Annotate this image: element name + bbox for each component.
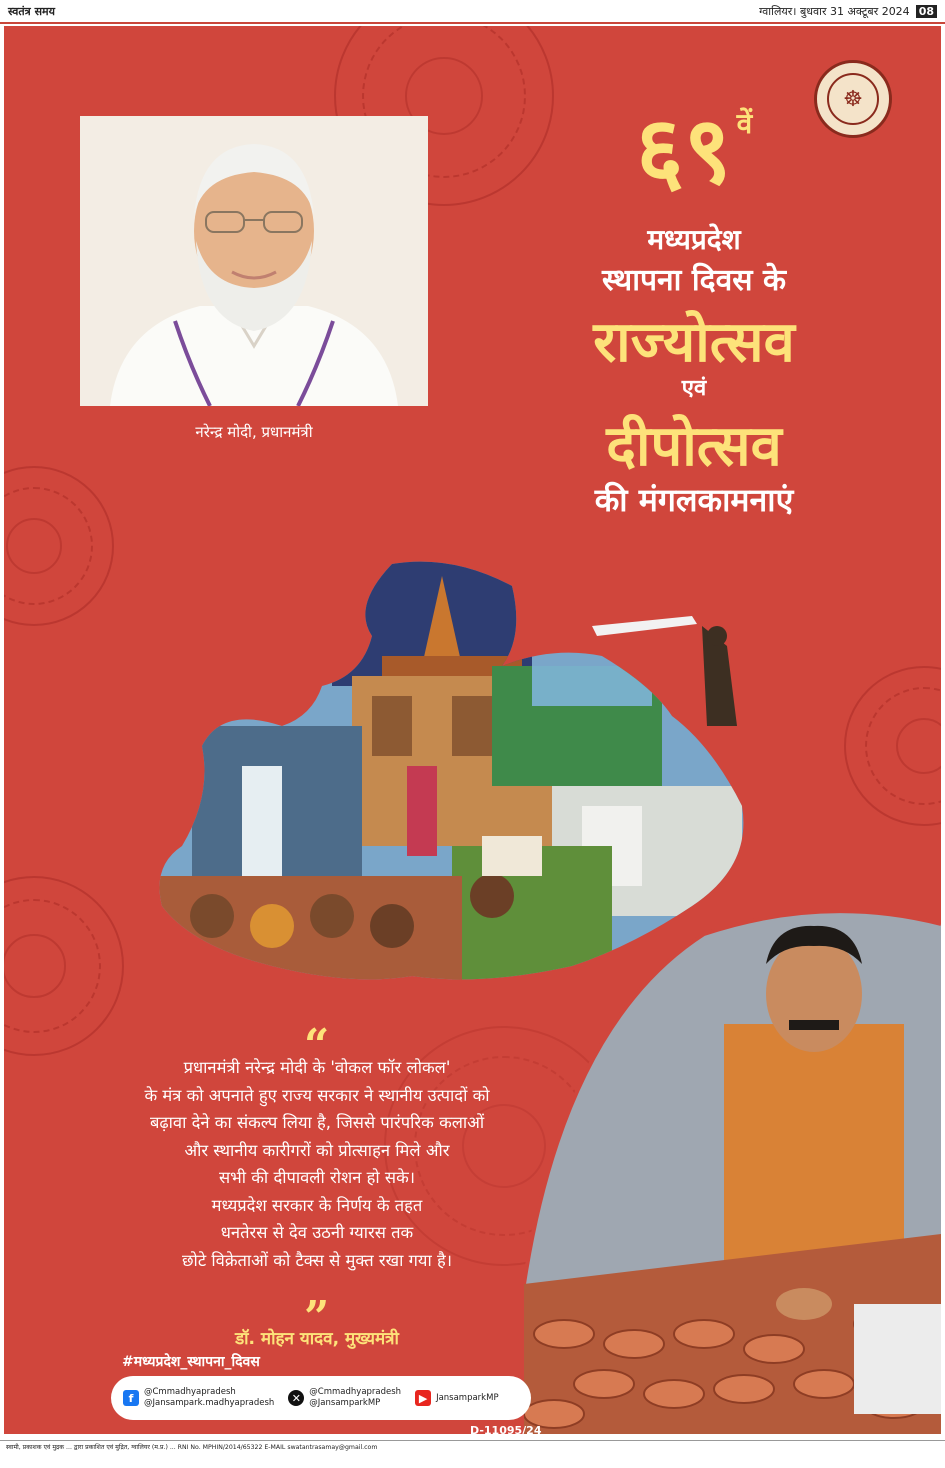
- quote-open-mark: “: [304, 1020, 330, 1071]
- x-handles: [309, 1387, 401, 1409]
- quote-line: धनतेरस से देव उठनी ग्यारस तक: [220, 1223, 414, 1242]
- pm-portrait-illustration: [80, 116, 428, 406]
- headline-line1: मध्यप्रदेश: [647, 223, 741, 256]
- facebook-icon: f: [123, 1390, 139, 1406]
- ad-code: D-11095/24: [470, 1424, 542, 1434]
- x-handle[interactable]: @JansamparkMP: [309, 1398, 381, 1408]
- x-handle[interactable]: @Cmmadhyapradesh: [309, 1387, 402, 1397]
- quote-line: मध्यप्रदेश सरकार के निर्णय के तहत: [211, 1195, 423, 1215]
- anniversary-number-suffix: वें: [736, 107, 753, 140]
- cm-photo-illustration: [524, 904, 941, 1434]
- facebook-handle[interactable]: @Cmmadhyapradesh: [144, 1387, 236, 1397]
- youtube-icon: ▶: [415, 1390, 431, 1406]
- anniversary-number-value: ६९: [635, 96, 732, 204]
- headline-wishes: की मंगलकामनाएं: [594, 481, 794, 519]
- emblem-lion-capital-icon: ☸: [827, 73, 879, 125]
- facebook-handles: [144, 1387, 274, 1409]
- mandala-decoration: [4, 466, 114, 626]
- facebook-group: [123, 1387, 274, 1409]
- headline-rajyotsav: राज्योत्सव: [593, 310, 795, 375]
- quote-line: प्रधानमंत्री नरेन्द्र मोदी के 'वोकल फॉर लोकल': [183, 1058, 451, 1077]
- quote-close-mark: ”: [304, 1292, 330, 1343]
- quote-line: छोटे विक्रेताओं को टैक्स से मुक्त रखा गया है।: [181, 1250, 453, 1270]
- print-line-footer: स्वामी, प्रकाशक एवं मुद्रक ... द्वारा प्रकाशित एवं मुद्रित, ग्वालियर (म.प्र.) ... RNI No. MPHIN/2014/65322 E-MAIL swatantrasamay@gmail.com: [0, 1440, 945, 1468]
- page-number: 08: [916, 5, 937, 18]
- masthead-bar: [0, 0, 945, 24]
- x-group: [288, 1387, 401, 1409]
- pm-caption: नरेन्द्र मोदी, प्रधानमंत्री: [195, 423, 313, 441]
- dateline: ग्वालियर। बुधवार 31 अक्टूबर 2024: [759, 4, 910, 18]
- advertisement: [4, 26, 941, 1434]
- mandala-decoration: [844, 666, 941, 826]
- cm-quote: [92, 1054, 542, 1274]
- dateline-group: [759, 4, 937, 19]
- youtube-handle[interactable]: JansamparkMP: [436, 1393, 499, 1403]
- quote-line: और स्थानीय कारीगरों को प्रोत्साहन मिले और: [184, 1140, 450, 1160]
- youtube-group: [415, 1390, 499, 1406]
- pm-portrait-photo: [80, 116, 428, 406]
- mandala-decoration: [4, 876, 124, 1056]
- headline-deepotsav: दीपोत्सव: [606, 414, 782, 479]
- paper-name: स्वतंत्र समय: [8, 4, 55, 18]
- social-handles-bar: [111, 1376, 531, 1420]
- quote-author: डॉ. मोहन यादव, मुख्यमंत्री: [235, 1329, 399, 1349]
- x-twitter-icon: ✕: [288, 1390, 304, 1406]
- hashtag: #मध्यप्रदेश_स्थापना_दिवस: [122, 1354, 260, 1370]
- headline-line2: स्थापना दिवस के: [601, 263, 787, 298]
- quote-line: के मंत्र को अपनाते हुए राज्य सरकार ने स्थानीय उत्पादों को: [144, 1085, 490, 1105]
- cm-photo: [524, 904, 941, 1434]
- headline-conjunction: एवं: [681, 376, 707, 401]
- facebook-handle[interactable]: @Jansampark.madhyapradesh: [144, 1398, 275, 1408]
- quote-line: सभी की दीपावली रोशन हो सके।: [218, 1168, 416, 1187]
- anniversary-number: [524, 96, 864, 204]
- quote-line: बढ़ावा देने का संकल्प लिया है, जिससे पारंपरिक कलाओं: [149, 1113, 485, 1132]
